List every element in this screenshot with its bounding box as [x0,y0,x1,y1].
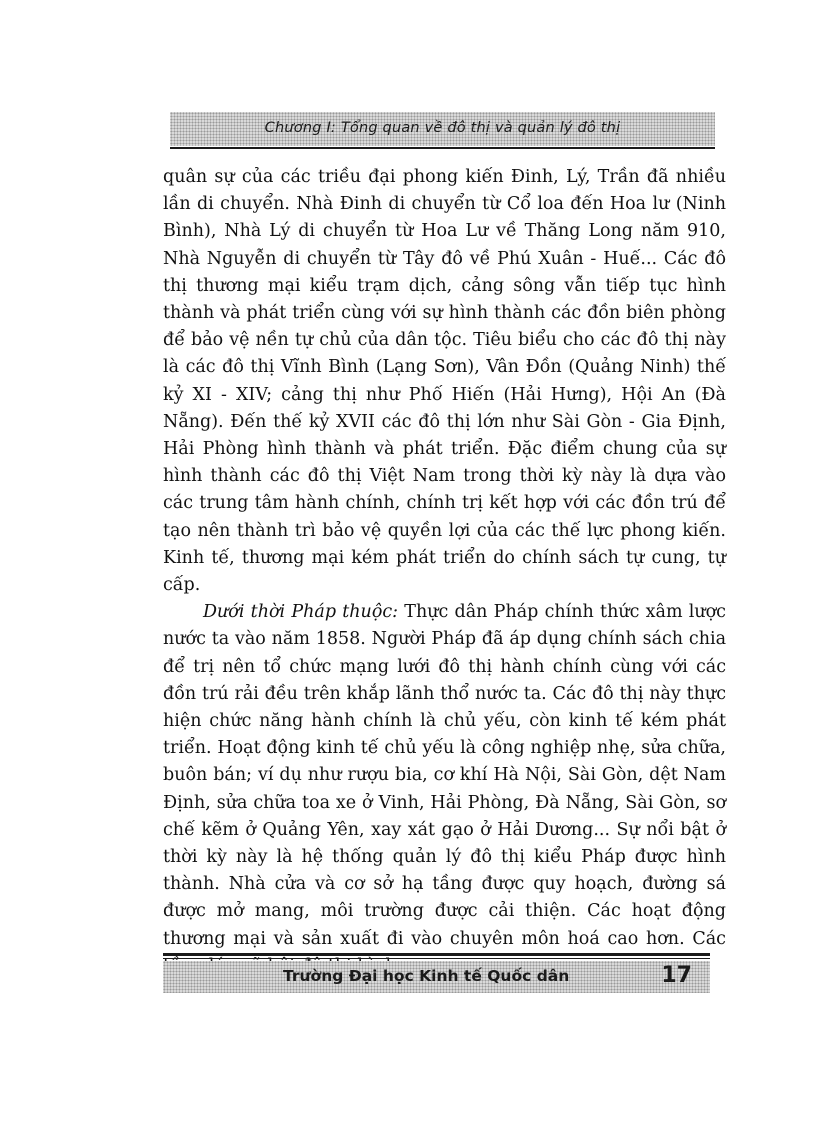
running-header [170,112,715,146]
institution-name: Trường Đại học Kinh tế Quốc dân [283,967,570,985]
footer-rule [163,953,710,956]
paragraph-french-colonial-period [163,599,726,980]
running-footer [163,961,710,993]
header-rule [170,147,715,149]
chapter-title: Chương I: Tổng quan về đô thị và quản lý đô thị [264,120,621,136]
page-number: 17 [661,963,692,988]
paragraph-feudal-period: quân sự của các triều đại phong kiến Đinh, Lý, Trần đã nhiều lần di chuyển. Nhà Đinh di chuyển từ Cổ loa đến Hoa lư (Ninh Bình), Nhà Lý di chuyển từ Hoa Lư về Thăng Long năm 910, Nhà Nguyễn di chuyển từ Tây đô về Phú Xuân - Huế... Các đô thị thương mại kiểu trạm dịch, cảng sông vẫn tiếp tục hình thành và phát triển cùng với sự hình thành các đồn biên phòng để bảo vệ nền tự chủ của dân tộc. Tiêu biểu cho các đô thị này là các đô thị Vĩnh Bình (Lạng Sơn), Vân Đồn (Quảng Ninh) thế kỷ XI - XIV; cảng thị như Phố Hiến (Hải Hưng), Hội An (Đà Nẵng). Đến thế kỷ XVII các đô thị lớn như Sài Gòn - Gia Định, Hải Phòng hình thành và phát triển. Đặc điểm chung của sự hình thành các đô thị Việt Nam trong thời kỳ này là dựa vào các trung tâm hành chính, chính trị kết hợp với các đồn trú để tạo nên thành trì bảo vệ quyền lợi của các thế lực phong kiến. Kinh tế, thương mại kém phát triển do chính sách tự cung, tự cấp. [163,167,726,596]
paragraph-text: Thực dân Pháp chính thức xâm lược nước ta vào năm 1858. Người Pháp đã áp dụng chính sách chia để trị nên tổ chức mạng lưới đô thị hành chính cùng với các đồn trú rải đều trên khắp lãnh thổ nước ta. Các đô thị này thực hiện chức năng hành chính là chủ yếu, còn kinh tế kém phát triển. Hoạt động kinh tế chủ yếu là công nghiệp nhẹ, sửa chữa, buôn bán; ví dụ như rượu bia, cơ khí Hà Nội, Sài Gòn, dệt Nam Định, sửa chữa toa xe ở Vinh, Hải Phòng, Đà Nẵng, Sài Gòn, sơ chế kẽm ở Quảng Yên, xay xát gạo ở Hải Dương... Sự nổi bật ở thời kỳ này là hệ thống quản lý đô thị kiểu Pháp được hình thành. Nhà cửa và cơ sở hạ tầng được quy hoạch, đường sá được mở mang, môi trường được cải thiện. Các hoạt động thương mại và sản xuất đi vào chuyên môn hoá cao hơn. Các [163,602,726,949]
page-body [163,164,726,980]
footer-rule-thin [163,958,710,959]
section-lead-term: Dưới thời Pháp thuộc: [203,602,399,623]
